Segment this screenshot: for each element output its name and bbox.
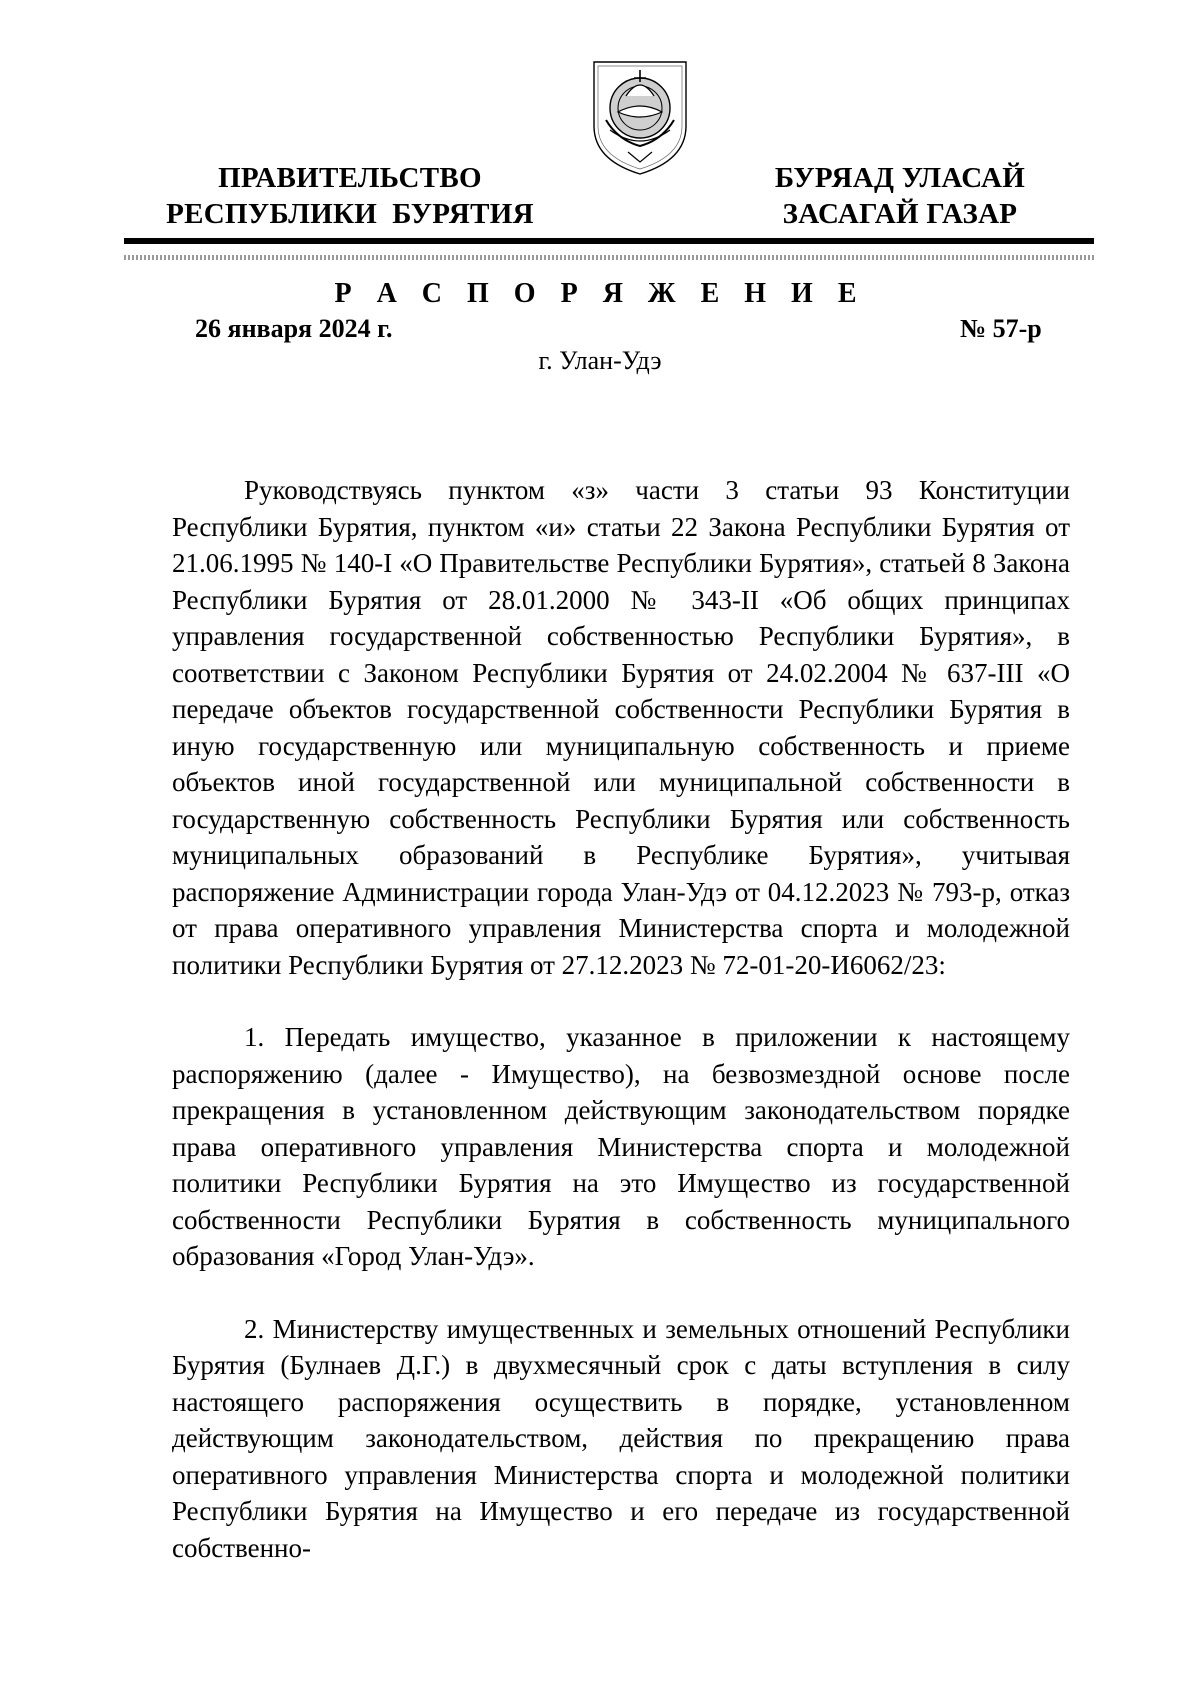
header-rule-thin [124, 255, 1094, 260]
item-2-paragraph: 2. Министерству имущественных и земельных отношений Республики Бурятия (Булнаев Д.Г.) в двухмесячный срок с даты вступления в силу настоящего распоряжения осуществить в порядке, установленном действующим законодательством, действия по прекращению права оперативного управления Министерства спорта и молодежной политики Республики Бурятия на Имущество и его передаче из государственной собственно- [172, 1313, 1070, 1563]
issuer-name-russian [155, 160, 545, 232]
issuer-bua-line2: ЗАСАГАЙ ГАЗАР [782, 198, 1018, 230]
header-rule-thick [124, 238, 1094, 244]
document-body [172, 472, 1070, 1602]
coat-of-arms-icon [588, 56, 692, 178]
document-date: 26 января 2024 г. [195, 314, 393, 343]
document-number: № 57-р [960, 314, 1042, 343]
issuer-name-buryat [745, 160, 1055, 232]
issuer-ru-line2: РЕСПУБЛИКИ БУРЯТИЯ [166, 198, 534, 230]
item-1-paragraph: 1. Передать имущество, указанное в приложении к настоящему распоряжению (далее - Имущество), на безвозмездной основе после прекращения в установленном действующим законодательством порядке права оперативного управления Министерства спорта и молодежной политики Республики Бурятия на это Имущество из государственной собственности Республики Бурятия в собственность муниципального образования «Город Улан-Удэ». [172, 1022, 1070, 1271]
preamble-paragraph: Руководствуясь пунктом «з» части 3 статьи 93 Конституции Республики Бурятия, пунктом «и» статьи 22 Закона Республики Бурятия от 21.06.1995 № 140-I «О Правительстве Республики Бурятия», статьей 8 Закона Республики Бурятия от 28.01.2000 № 343-II «Об общих принципах управления государственной собственностью Республики Бурятия», в соответствии с Законом Республики Бурятия от 24.02.2004 № 637-III «О передаче объектов государственной собственности Республики Бурятия в иную государственную или муниципальную собственность и приеме объектов иной государственной или муниципальной собственности в государственную собственность Республики Бурятия или собственность муниципальных образований в Республике Бурятия», учитывая распоряжение Администрации города Улан-Удэ от 04.12.2023 № 793-р, отказ от права оперативного управления Министерства спорта и молодежной политики Республики Бурятия от 27.12.2023 № 72-01-20-И6062/23: [172, 475, 1070, 980]
issuer-ru-line1: ПРАВИТЕЛЬСТВО [218, 162, 482, 194]
document-type-title: Р А С П О Р Я Ж Е Н И Е [334, 278, 866, 309]
issuer-bua-line1: БУРЯАД УЛАСАЙ [774, 162, 1026, 194]
document-city: г. Улан-Удэ [538, 346, 662, 375]
